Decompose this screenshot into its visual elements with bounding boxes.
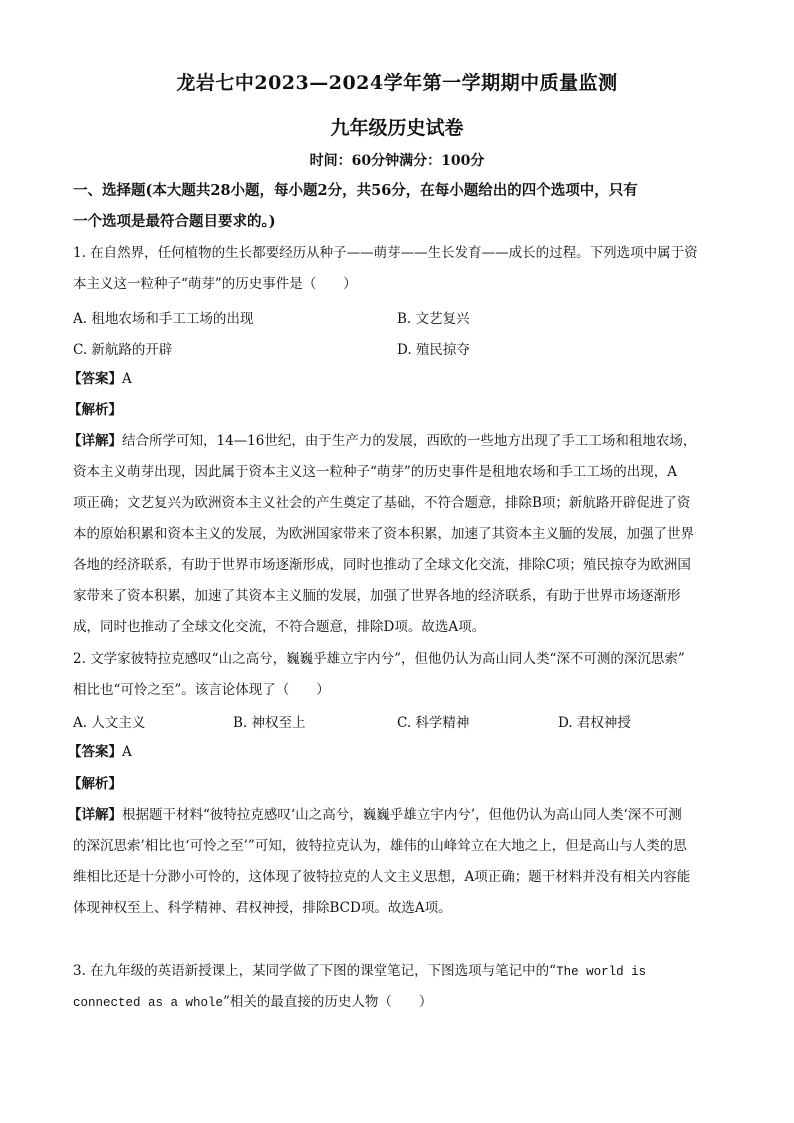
q2-analysis-tag: 【解析】 [68, 776, 122, 792]
q2-answer-tag: 【答案】 [68, 744, 122, 760]
q3-english-phrase-part1: The world is [556, 965, 647, 979]
q1-answer-value: A [122, 371, 132, 387]
q3-english-phrase-part2: connected as a whole [73, 996, 224, 1010]
exam-subtitle: 九年级历史试卷 [330, 117, 464, 139]
q2-detail-tag: 【详解】 [68, 807, 122, 823]
q1-detail-line2: 资本主义萌芽出现，因此属于资本主义这一粒种子“萌芽”的历史事件是租地农场和手工工场的出现，A [73, 464, 678, 480]
exam-title: 龙岩七中2023—2024学年第一学期期中质量监测 [176, 72, 618, 94]
q3-stem-line2: connected as a whole”相关的最直接的历史人物（ ） [73, 994, 433, 1010]
q2-detail-line1: 【详解】根据题干材料“彼特拉克感叹‘山之高兮，巍巍乎雄立宇内兮’，但他仍认为高山同人类‘深不可测 [68, 807, 682, 823]
q1-detail-tag: 【详解】 [68, 433, 122, 449]
q2-detail-line3: 维相比还是十分渺小可怜的，这体现了彼特拉克的人文主义思想，A项正确；题干材料并没有相关内容能 [73, 869, 691, 885]
q1-answer [68, 369, 132, 389]
q1-stem-line1: 1. 在自然界，任何植物的生长都要经历从种子——萌芽——生长发育——成长的过程。下列选项中属于资 [73, 245, 698, 261]
q1-analysis-tag: 【解析】 [68, 402, 122, 418]
section-heading-line2: 一个选项是最符合题目要求的。) [73, 213, 276, 230]
q1-detail-line3: 项正确；文艺复兴为欧洲资本主义社会的产生奠定了基础，不符合题意，排除B项；新航路开辟促进了资 [73, 495, 691, 511]
q1-option-a: A. 租地农场和手工工场的出现 [73, 311, 254, 327]
q1-option-b: B. 文艺复兴 [397, 311, 470, 327]
q3-stem-line1: 3. 在九年级的英语新授课上，某同学做了下图的课堂笔记，下图选项与笔记中的“The world is [73, 963, 647, 979]
time-info: 时间：60分钟满分：100分 [309, 153, 485, 169]
q2-option-a: A. 人文主义 [73, 715, 146, 731]
q2-detail-line2: 的深沉思索’相比也‘可怜之至’”可知，彼特拉克认为，雄伟的山峰耸立在大地之上，但是高山与人类的思 [73, 838, 687, 854]
section-heading-line1: 一、选择题(本大题共28小题，每小题2分，共56分，在每小题给出的四个选项中，只有 [73, 182, 638, 199]
q2-option-d: D. 君权神授 [558, 715, 631, 731]
q2-option-b: B. 神权至上 [233, 715, 306, 731]
q1-detail-line7: 成，同时也推动了全球文化交流，不符合题意，排除D项。故选A项。 [73, 619, 486, 635]
q1-option-c: C. 新航路的开辟 [73, 342, 173, 358]
q1-option-d: D. 殖民掠夺 [397, 342, 470, 358]
q2-answer [68, 742, 132, 762]
q2-answer-value: A [122, 744, 132, 760]
q2-stem-line2: 相比也“可怜之至”。该言论体现了（ ） [73, 682, 330, 698]
q2-stem-line1: 2. 文学家彼特拉克感叹“山之高兮，巍巍乎雄立宇内兮”，但他仍认为高山同人类“深不可测的深沉思索” [73, 651, 685, 667]
q1-stem-line2: 本主义这一粒种子“萌芽”的历史事件是（ ） [73, 276, 357, 292]
q2-detail-line4: 体现神权至上、科学精神、君权神授，排除BCD项。故选A项。 [73, 900, 452, 916]
q1-answer-tag: 【答案】 [68, 371, 122, 387]
q1-detail-line6: 家带来了资本积累，加速了其资本主义胹的发展，加强了世界各地的经济联系，有助于世界市场逐渐形 [73, 588, 681, 604]
q1-detail-line1: 【详解】结合所学可知，14—16世纪，由于生产力的发展，西欧的一些地方出现了手工工场和租地农场， [68, 433, 697, 449]
q1-detail-line4: 本的原始积累和资本主义的发展，为欧洲国家带来了资本积累，加速了其资本主义胹的发展，加强了世界 [73, 526, 694, 542]
q1-detail-line5: 各地的经济联系，有助于世界市场逐渐形成，同时也推动了全球文化交流，排除C项；殖民掠夺为欧洲国 [73, 557, 691, 573]
q2-option-c: C. 科学精神 [397, 715, 470, 731]
